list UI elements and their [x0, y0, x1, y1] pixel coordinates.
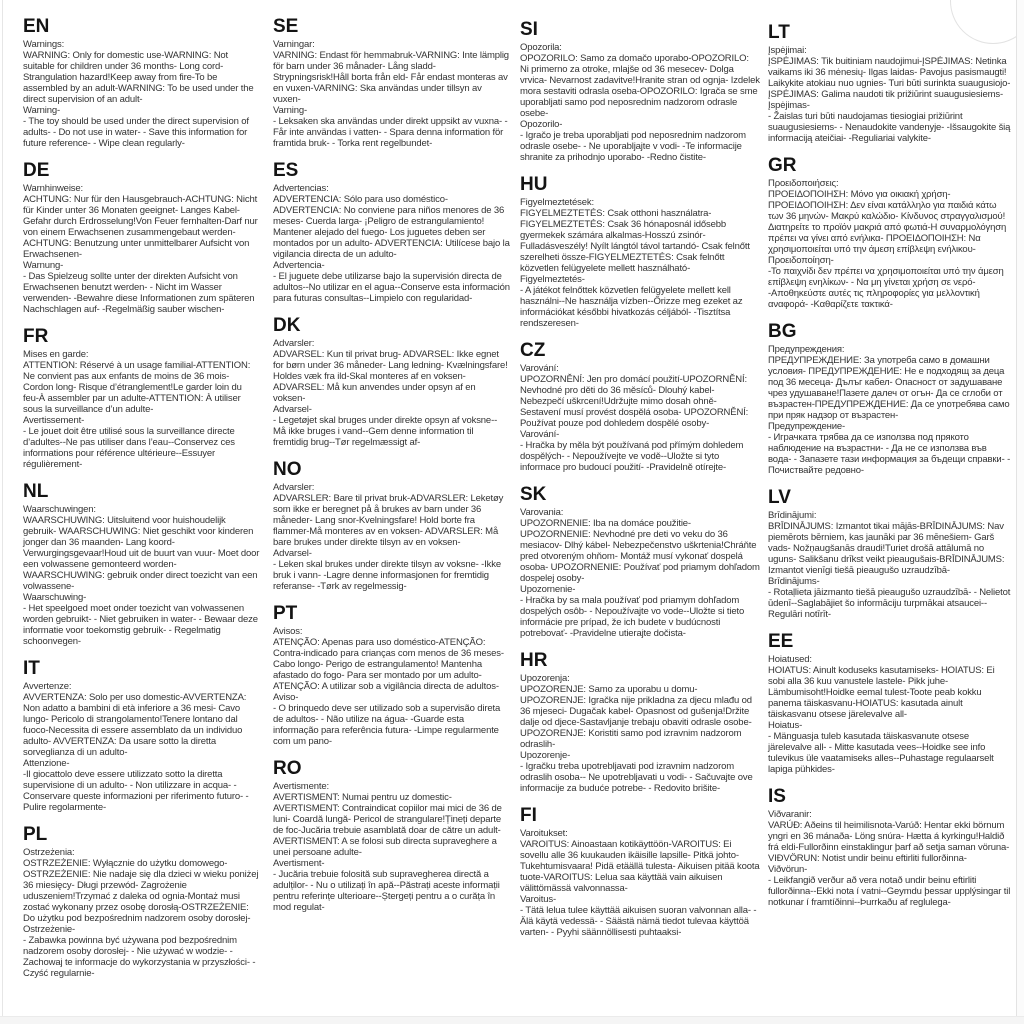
- warning-text: OSTRZEŻENIE: Wyłącznie do użytku domowego- OSTRZEŻENIE: Nie nadaje się dla dzieci w wieku poniżej 36 miesięcy- Długi przewód- Zagrożenie uduszeniem!Trzymać z daleka od ognia-Montaż musi zostać wykonany przez osobę dorosłą-OSTRZEŻENIE: Do użytku pod bezpośrednim nadzorem osoby dorosłej-: [23, 858, 259, 924]
- warning-text: ΠΡΟΕΙΔΟΠΟΙΗΣΗ: Μόνο για οικιακή χρήση- ΠΡΟΕΙΔΟΠΟΙΗΣΗ: Δεν είναι κατάλληλο για παιδιά κάτω των 36 μηνών- Μακρύ καλώδιο- Κίνδυνος στραγγαλισμού! Διατηρείτε το προϊόν μακριά από φωτιά-Η συναρμολόγηση πρέπει να γίνει από ενήλικα- ΠΡΟΕΙΔΟΠΟΙΗΣΗ: Να χρησιμοποιείται υπό την άμεση επίβλεψη ενήλικου-: [768, 189, 1007, 255]
- warning-subtitle: Įspėjimas-: [768, 100, 810, 111]
- warning-section-fi: [520, 806, 760, 938]
- warnings-title: Advertencias:: [273, 183, 329, 194]
- warning-section-cz: [520, 341, 760, 473]
- warning-subtitle: Figyelmeztetés-: [520, 274, 585, 285]
- warning-notes: - Igračku treba upotrebljavati pod izravnim nadzorom odraslih osoba-- Ne upotrebljavati u vodi- - Sačuvajte ove informacije za buduće potrebe- - Redovito brišite-: [520, 761, 753, 794]
- warning-subtitle: Advarsel-: [273, 548, 312, 559]
- warning-section-ro: [273, 759, 510, 913]
- warnings-title: Warnings:: [23, 39, 65, 50]
- page-edge-left: [2, 0, 3, 1024]
- warnings-title: Hoiatused:: [768, 654, 812, 665]
- warning-subtitle: Brīdinājums-: [768, 576, 820, 587]
- warning-subtitle: Avertissement-: [23, 415, 85, 426]
- language-code-ee: EE: [768, 631, 794, 652]
- warnings-title: Avvertenze:: [23, 681, 72, 692]
- warnings-title: Upozorenja:: [520, 673, 570, 684]
- warning-subtitle: Advarsel-: [273, 404, 312, 415]
- warning-subtitle: Προειδοποίηση-: [768, 255, 834, 266]
- warning-notes: - Leksaken ska användas under direkt uppsikt av vuxna- - Får inte användas i vatten- - Spara denna information för framtida bruk- - Torka rent regelbundet-: [273, 116, 508, 149]
- warning-text: ADVARSLER: Bare til privat bruk-ADVARSLER: Leketøy som ikke er beregnet på å brukes av barn under 36 måneder- Lang snor-Kvelningsfare! Hold borte fra flammer-Må monteres av en voksen- ADVARSLER: Må bare brukes under direkte tilsyn av en voksen-: [273, 493, 504, 548]
- language-code-se: SE: [273, 16, 299, 37]
- warning-subtitle: Advertencia-: [273, 260, 325, 271]
- language-code-en: EN: [23, 16, 50, 37]
- language-code-lt: LT: [768, 22, 790, 43]
- warning-section-en: [23, 17, 260, 149]
- language-code-sk: SK: [520, 484, 547, 505]
- page-edge-bottom: [0, 1016, 1024, 1024]
- warning-section-nl: [23, 482, 260, 647]
- column-2: [273, 0, 510, 925]
- warnings-title: Ostrzeżenia:: [23, 847, 75, 858]
- warning-subtitle: Предупреждение-: [768, 421, 846, 432]
- language-code-fr: FR: [23, 326, 49, 347]
- warnings-title: Įspėjimai:: [768, 45, 807, 56]
- warning-section-fr: [23, 327, 260, 470]
- warning-notes: - Jucăria trebuie folosită sub supravegherea directă a adulților- - Nu o utilizați în apă--Păstrați aceste informații pentru referințe ulterioare--Ștergeți pentru a o curăța în mod regulat-: [273, 869, 500, 913]
- column-4: [768, 0, 1012, 920]
- warnings-title: Varoitukset:: [520, 828, 568, 839]
- warnings-title: Advarsler:: [273, 338, 315, 349]
- warning-subtitle: Varning-: [273, 105, 308, 116]
- warnings-title: Opozorila:: [520, 42, 562, 53]
- warning-subtitle: Opozorilo-: [520, 119, 563, 130]
- warning-text: AVVERTENZA: Solo per uso domestic-AVVERTENZA: Non adatto a bambini di età inferiore a 36 mesi- Cavo lungo- Pericolo di strangolamento!Tenere lontano dal fuoco-Necessita di essere assemblato da un individuo adulto- AVVERTENZA: Da usare sotto la diretta sorveglianza di un adulto-: [23, 692, 247, 758]
- language-code-nl: NL: [23, 481, 49, 502]
- warnings-title: Avisos:: [273, 626, 303, 637]
- warning-text: ADVERTENCIA: Sólo para uso doméstico-ADVERTENCIA: No conviene para niños menores de 36 meses- Cuerda larga- ¡Peligro de estrangulamiento! Mantener alejado del fuego- Los juguetes deben ser montados por un adulto- ADVERTENCIA: Utilícese bajo la vigilancia directa de un adulto-: [273, 194, 510, 260]
- warning-notes: - Žaislas turi būti naudojamas tiesiogiai prižiūrint suaugusiesiems- - Nenaudokite vandenyje- -Išsaugokite šią informaciją ateičiai- -Reguliariai valykite-: [768, 111, 1011, 144]
- warning-text: HOIATUS: Ainult koduseks kasutamiseks- HOIATUS: Ei sobi alla 36 kuu vanustele lastele- Pikk juhe- Lämbumisoht!Hoidke eemal tulest-Toote peab kokku panema täiskasvanu-HOIATUS: kasutada ainult täiskasvanu otsese järelevalve all-: [768, 665, 995, 720]
- warnings-title: Avertismente:: [273, 781, 329, 792]
- language-code-no: NO: [273, 459, 302, 480]
- warning-section-hr: [520, 651, 760, 794]
- warning-text: VAROITUS: Ainoastaan kotikäyttöön-VAROITUS: Ei sovellu alle 36 kuukauden ikäisille lapsille- Pitkä johto- Tukehtumisvaara! Pidä etäällä tulesta- Aikuisen pitää koota tuote-VAROITUS: Lelua saa käyttää vain aikuisen välittömässä valvonnassa-: [520, 839, 760, 894]
- warning-notes: -Il giocattolo deve essere utilizzato sotto la diretta supervisione di un adulto- - Non utilizzare in acqua- -Conservare queste informazioni per riferimento futuro- -Pulire regolarmente-: [23, 769, 249, 813]
- warning-section-gr: [768, 156, 1012, 310]
- warning-text: ATENÇÃO: Apenas para uso doméstico-ATENÇÃO: Contra-indicado para crianças com menos de 36 meses- Cabo longo- Perigo de estrangulamento! Mantenha afastado do fogo- Para ser montado por um adulto- ATENÇÃO: A utilizar sob a vigilância directa de adultos-: [273, 637, 504, 692]
- warning-notes: -Το παιχνίδι δεν πρέπει να χρησιμοποιείται υπό την άμεση επίβλεψη ενηλίκων- - Να μη γίνεται χρήση σε νερό- -Αποθηκεύστε αυτές τις πληροφορίες για μελλοντική αναφορά- -Καθαρίζετε τακτικά-: [768, 266, 1004, 310]
- language-code-lv: LV: [768, 487, 791, 508]
- warning-section-is: [768, 787, 1012, 908]
- warning-section-dk: [273, 316, 510, 448]
- warning-subtitle: Ostrzeżenie-: [23, 924, 76, 935]
- warning-notes: - Legetøjet skal bruges under direkte opsyn af voksne-- Må ikke bruges i vand--Gem denne information til fremtidig brug--Tør regelmæssigt af-: [273, 415, 498, 448]
- column-1: [23, 0, 260, 991]
- warning-section-lt: [768, 23, 1012, 144]
- warning-notes: - Tätä lelua tulee käyttää aikuisen suoran valvonnan alla- - Älä käytä vedessä- - Säästä nämä tiedot tulevaa käyttöä varten- - Pyyhi säännöllisesti puhtaaksi-: [520, 905, 757, 938]
- warning-text: WARNING: Only for domestic use-WARNING: Not suitable for children under 36 months- Long cord- Strangulation hazard!Keep away from fire-To be assembled by an adult-WARNING: To be used under the direct supervision of an adult-: [23, 50, 254, 105]
- warning-section-sk: [520, 485, 760, 639]
- warning-subtitle: Viðvörun-: [768, 864, 808, 875]
- warning-notes: - Rotaļlieta jāizmanto tiešā pieaugušo uzraudzībā- - Nelietot ūdenī--Saglabājiet šo informāciju turpmākai atsaucei--Regulāri notīrīt-: [768, 587, 1011, 620]
- warnings-title: Varování:: [520, 363, 559, 374]
- language-code-es: ES: [273, 160, 299, 181]
- language-code-si: SI: [520, 19, 538, 40]
- warning-text: VARÚÐ: Aðeins til heimilisnota-Varúð: Hentar ekki börnum yngri en 36 mánaða- Löng snúra- Hætta á kyrkingu!Haldið frá eldi-Fullorðinn einstaklingur þarf að setja saman vöruna- VIÐVÖRUN: Notist undir beinu eftirliti fullorðinna-: [768, 820, 1010, 864]
- warning-subtitle: Waarschuwing-: [23, 592, 87, 603]
- page-edge-right: [1016, 0, 1017, 1024]
- warning-notes: - Het speelgoed moet onder toezicht van volwassenen worden gebruikt- - Niet gebruiken in water- - Bewaar deze informatie voor toekomstig gebruik- - Regelmatig schoonvegen-: [23, 603, 258, 647]
- warning-text: VARNING: Endast för hemmabruk-VARNING: Inte lämplig för barn under 36 månader- Lång sladd- Strypningsrisk!Håll borta från eld- Får endast monteras av en vuxen-VARNING: Ska användas under tillsyn av vuxen-: [273, 50, 509, 105]
- warning-section-se: [273, 17, 510, 149]
- language-code-de: DE: [23, 160, 50, 181]
- warning-subtitle: Avertisment-: [273, 858, 325, 869]
- warnings-title: Varovania:: [520, 507, 564, 518]
- warning-section-hu: [520, 175, 760, 329]
- warning-notes: - Le jouet doit être utilisé sous la surveillance directe d’adultes--Ne pas utiliser dans l’eau--Conservez ces informations pour référence ultérieure--Essuyer régulièrement-: [23, 426, 235, 470]
- warning-text: WAARSCHUWING: Uitsluitend voor huishoudelijk gebruik- WAARSCHUWING: Niet geschikt voor kinderen jonger dan 36 maanden- Lang koord- Verwurgingsgevaar!Houd uit de buurt van vuur- Moet door een volwassene gemonteerd worden- WAARSCHUWING: gebruik onder direct toezicht van een volwassene-: [23, 515, 260, 592]
- page-edge-right-fill: [1017, 0, 1024, 1024]
- warning-notes: - O brinquedo deve ser utilizado sob a supervisão direta de adultos- - Não utilize na água- -Guarde esta informação para referência futura- -Limpe regularmente com um pano-: [273, 703, 501, 747]
- warnings-title: Varningar:: [273, 39, 315, 50]
- warning-subtitle: Hoiatus-: [768, 720, 803, 731]
- warning-text: OPOZORILO: Samo za domačo uporabo-OPOZORILO: Ni primerno za otroke, mlajše od 36 mesecev- Dolga vrvica- Nevarnost zadavitve!Hranite stran od ognja- Izdelek mora sestaviti odrasla oseba-OPOZORILO: Igrača se sme uporabljati samo pod neposrednim nadzorom odrasle osebe-: [520, 53, 760, 119]
- warning-subtitle: Upozorenje-: [520, 750, 571, 761]
- warning-notes: - Hračka by sa mala používať pod priamym dohľadom dospelých osôb- - Nepoužívajte vo vode--Uložte si tieto informácie pre prípad, že ich budete v budúcnosti potrebovať- -Pravidelne utierajte dočista-: [520, 595, 745, 639]
- language-code-gr: GR: [768, 155, 797, 176]
- warning-notes: - Zabawka powinna być używana pod bezpośrednim nadzorem osoby dorosłej- - Nie używać w wodzie- - Zachowaj te informacje do wykorzystania w przyszłości- - Czyść regularnie-: [23, 935, 256, 979]
- warning-subtitle: Warnung-: [23, 260, 64, 271]
- warning-notes: - Mänguasja tuleb kasutada täiskasvanute otsese järelevalve all- - Mitte kasutada vees--Hoidke see info tulevikus üle vaatamiseks alles--Puhastage regulaarselt lapiga pühkides-: [768, 731, 994, 775]
- warning-notes: - El juguete debe utilizarse bajo la supervisión directa de adultos--No utilizar en el agua--Conserve esta información para futuras consultas--Limpielo con regularidad-: [273, 271, 510, 304]
- warning-subtitle: Attenzione-: [23, 758, 70, 769]
- language-code-it: IT: [23, 658, 40, 679]
- warning-text: ADVARSEL: Kun til privat brug- ADVARSEL: Ikke egnet for børn under 36 måneder- Lang ledning- Kvælningsfare! Holdes væk fra ild-Skal monteres af en voksen- ADVARSEL: Må kun anvendes under opsyn af en voksen-: [273, 349, 508, 404]
- warnings-title: Advarsler:: [273, 482, 315, 493]
- warning-notes: - The toy should be used under the direct supervision of adults- - Do not use in water- - Save this information for future reference- - Wipe clean regularly-: [23, 116, 249, 149]
- warning-notes: - Hračka by měla být používaná pod přímým dohledem dospělých- - Nepoužívejte ve vodě--Uložte si tyto informace pro budoucí použití- -Pravidelně otírejte-: [520, 440, 744, 473]
- warning-section-de: [23, 161, 260, 315]
- warnings-title: Figyelmeztetések:: [520, 197, 595, 208]
- warning-notes: - Leken skal brukes under direkte tilsyn av voksne- -Ikke bruk i vann- -Lagre denne informasjonen for fremtidig referanse- -Tørk av regelmessig-: [273, 559, 501, 592]
- warning-text: BRĪDINĀJUMS: Izmantot tikai mājās-BRĪDINĀJUMS: Nav piemērots bērniem, kas jaunāki par 36 mēnešiem- Garš vads- Nožņaugšanās draudi!Turiet drošā attālumā no uguns- Salikšanu drīkst veikt pieaugušais-BRĪDINĀJUMS: Izmantot vienīgi tiešā pieaugušo uzraudzībā-: [768, 521, 1005, 576]
- warning-subtitle: Upozornenie-: [520, 584, 576, 595]
- warning-text: ĮSPĖJIMAS: Tik buitiniam naudojimui-ĮSPĖJIMAS: Netinka vaikams iki 36 mėnesių- Ilgas laidas- Pavojus pasismaugti! Laikykite atokiau nuo ugnies- Turi būti surinkta suaugusiojo- ĮSPĖJIMAS: Galima naudoti tik prižiūrint suaugusiesiems-: [768, 56, 1011, 100]
- warning-section-no: [273, 460, 510, 592]
- warning-text: FIGYELMEZTETÉS: Csak otthoni használatra- FIGYELMEZTETÉS: Csak 36 hónaposnál idősebb gyermekek számára alkalmas-Hosszú zsinór- Fulladásveszély! Nyílt lángtól távol tartandó- Csak felnőtt szerelheti össze-FIGYELMEZTETÉS: Csak felnőtt közvetlen felügyelete mellett használható-: [520, 208, 750, 274]
- column-3: [520, 0, 760, 950]
- language-code-ro: RO: [273, 758, 302, 779]
- warning-subtitle: Warning-: [23, 105, 60, 116]
- warning-text: UPOZORNENIE: Iba na domáce použitie-UPOZORNENIE: Nevhodné pre deti vo veku do 36 mesiacov- Dlhý kábel- Nebezpečenstvo uškrtenia!Chráňte pred otvoreným ohňom- Montáž musí vykonať dospelá osoba- UPOZORNENIE: Používať pod priamym dohľadom dospelej osoby-: [520, 518, 760, 584]
- warning-text: ПРЕДУПРЕЖДЕНИЕ: За употреба само в домашни условия- ПРЕДУПРЕЖДЕНИЕ: Не е подходящ за деца под 36 месеца- Дълъг кабел- Опасност от задушаване чрез удушаване!Пазете далеч от огън- Да се сглоби от възрастен-ПРЕДУПРЕЖДЕНИЕ: Да се употребява само при пряк надзор от възрастен-: [768, 355, 1010, 421]
- warnings-title: Προειδοποιήσεις:: [768, 178, 839, 189]
- warnings-title: Brīdinājumi:: [768, 510, 817, 521]
- warnings-title: Waarschuwingen:: [23, 504, 96, 515]
- language-code-hu: HU: [520, 174, 548, 195]
- warning-notes: - Играчката трябва да се използва под прякото наблюдение на възрастни- - Да не се използва във вода- - Запазете тази информация за бъдещи справки- - Почиствайте редовно-: [768, 432, 1011, 476]
- language-code-dk: DK: [273, 315, 301, 336]
- warning-section-pl: [23, 825, 260, 979]
- language-code-pl: PL: [23, 824, 48, 845]
- warning-section-bg: [768, 322, 1012, 476]
- warning-section-ee: [768, 632, 1012, 775]
- warning-section-lv: [768, 488, 1012, 620]
- warning-notes: - Igračo je treba uporabljati pod neposrednim nadzorom odrasle osebe- - Ne uporabljajte v vodi- -Te informacije shranite za prihodnjo uporabo- -Redno čistite-: [520, 130, 746, 163]
- warning-notes: - A játékot felnőttek közvetlen felügyelete mellett kell használni--Ne használja vízben--Őrizze meg ezeket az információkat későbbi hivatkozás céljából- -Tisztítsa rendszeresen-: [520, 285, 743, 329]
- warning-text: ACHTUNG: Nur für den Hausgebrauch-ACHTUNG: Nicht für Kinder unter 36 Monaten geeignet- Langes Kabel- Gefahr durch Erdrosselung!Von Feuer fernhalten-Darf nur von einem Erwachsenen zusammengebaut werden- ACHTUNG: Benutzung unter unmittelbarer Aufsicht von Erwachsenen-: [23, 194, 258, 260]
- warning-subtitle: Aviso-: [273, 692, 299, 703]
- language-code-fi: FI: [520, 805, 537, 826]
- warning-notes: - Das Spielzeug sollte unter der direkten Aufsicht von Erwachsenen benutzt werden- - Nicht im Wasser verwenden- -Bewahre diese Informationen zum späteren Nachschlagen auf- -Regelmäßig sauber wischen-: [23, 271, 255, 315]
- language-code-hr: HR: [520, 650, 548, 671]
- warning-subtitle: Varoitus-: [520, 894, 556, 905]
- warning-section-si: [520, 20, 760, 163]
- language-code-is: IS: [768, 786, 786, 807]
- warning-subtitle: Varování-: [520, 429, 560, 440]
- warning-text: UPOZORENJE: Samo za uporabu u domu-UPOZORENJE: Igračka nije prikladna za djecu mlađu od 36 mjeseci- Dugačak kabel- Opasnost od gušenja!Držite dalje od djece-Sastavljanje trebaju obaviti odrasle osobe- UPOZORENJE: Koristiti samo pod izravnim nadzorom odraslih-: [520, 684, 752, 750]
- warnings-title: Warnhinweise:: [23, 183, 83, 194]
- warning-text: ATTENTION: Réservé à un usage familial-ATTENTION: Ne convient pas aux enfants de moins de 36 mois- Cordon long- Risque d’étranglement!Le garder loin du feu-À assembler par un adulte-ATTENTION: À utiliser sous la surveillance d’un adulte-: [23, 360, 251, 415]
- warnings-title: Mises en garde:: [23, 349, 89, 360]
- language-code-cz: CZ: [520, 340, 546, 361]
- warning-section-pt: [273, 604, 510, 747]
- warnings-title: Предупреждения:: [768, 344, 845, 355]
- warning-section-es: [273, 161, 510, 304]
- warning-section-it: [23, 659, 260, 813]
- language-code-bg: BG: [768, 321, 797, 342]
- language-code-pt: PT: [273, 603, 298, 624]
- warnings-title: Viðvaranir:: [768, 809, 812, 820]
- warning-text: AVERTISMENT: Numai pentru uz domestic- AVERTISMENT: Contraindicat copiilor mai mici de 36 de luni- Coardă lungă- Pericol de strangulare!Țineți departe de foc-Jucăria trebuie asamblată doar de către un adult-AVERTISMENT: A se folosi sub directa supraveghere a unei persoane adulte-: [273, 792, 502, 858]
- warning-notes: - Leikfangið verður að vera notað undir beinu eftirliti fullorðinna--Ekki nota í vatni--Geymdu þessar upplýsingar til notkunar í framtíðinni--Þurrkaðu af reglulega-: [768, 875, 1011, 908]
- warning-text: UPOZORNĚNÍ: Jen pro domácí použití-UPOZORNĚNÍ: Nevhodné pro děti do 36 měsíců- Dlouhý kabel- Nebezpečí uškrcení!Udržujte mimo dosah ohně- Sestavení musí provést dospělá osoba- UPOZORNĚNÍ: Používat pouze pod dohledem dospělé osoby-: [520, 374, 749, 429]
